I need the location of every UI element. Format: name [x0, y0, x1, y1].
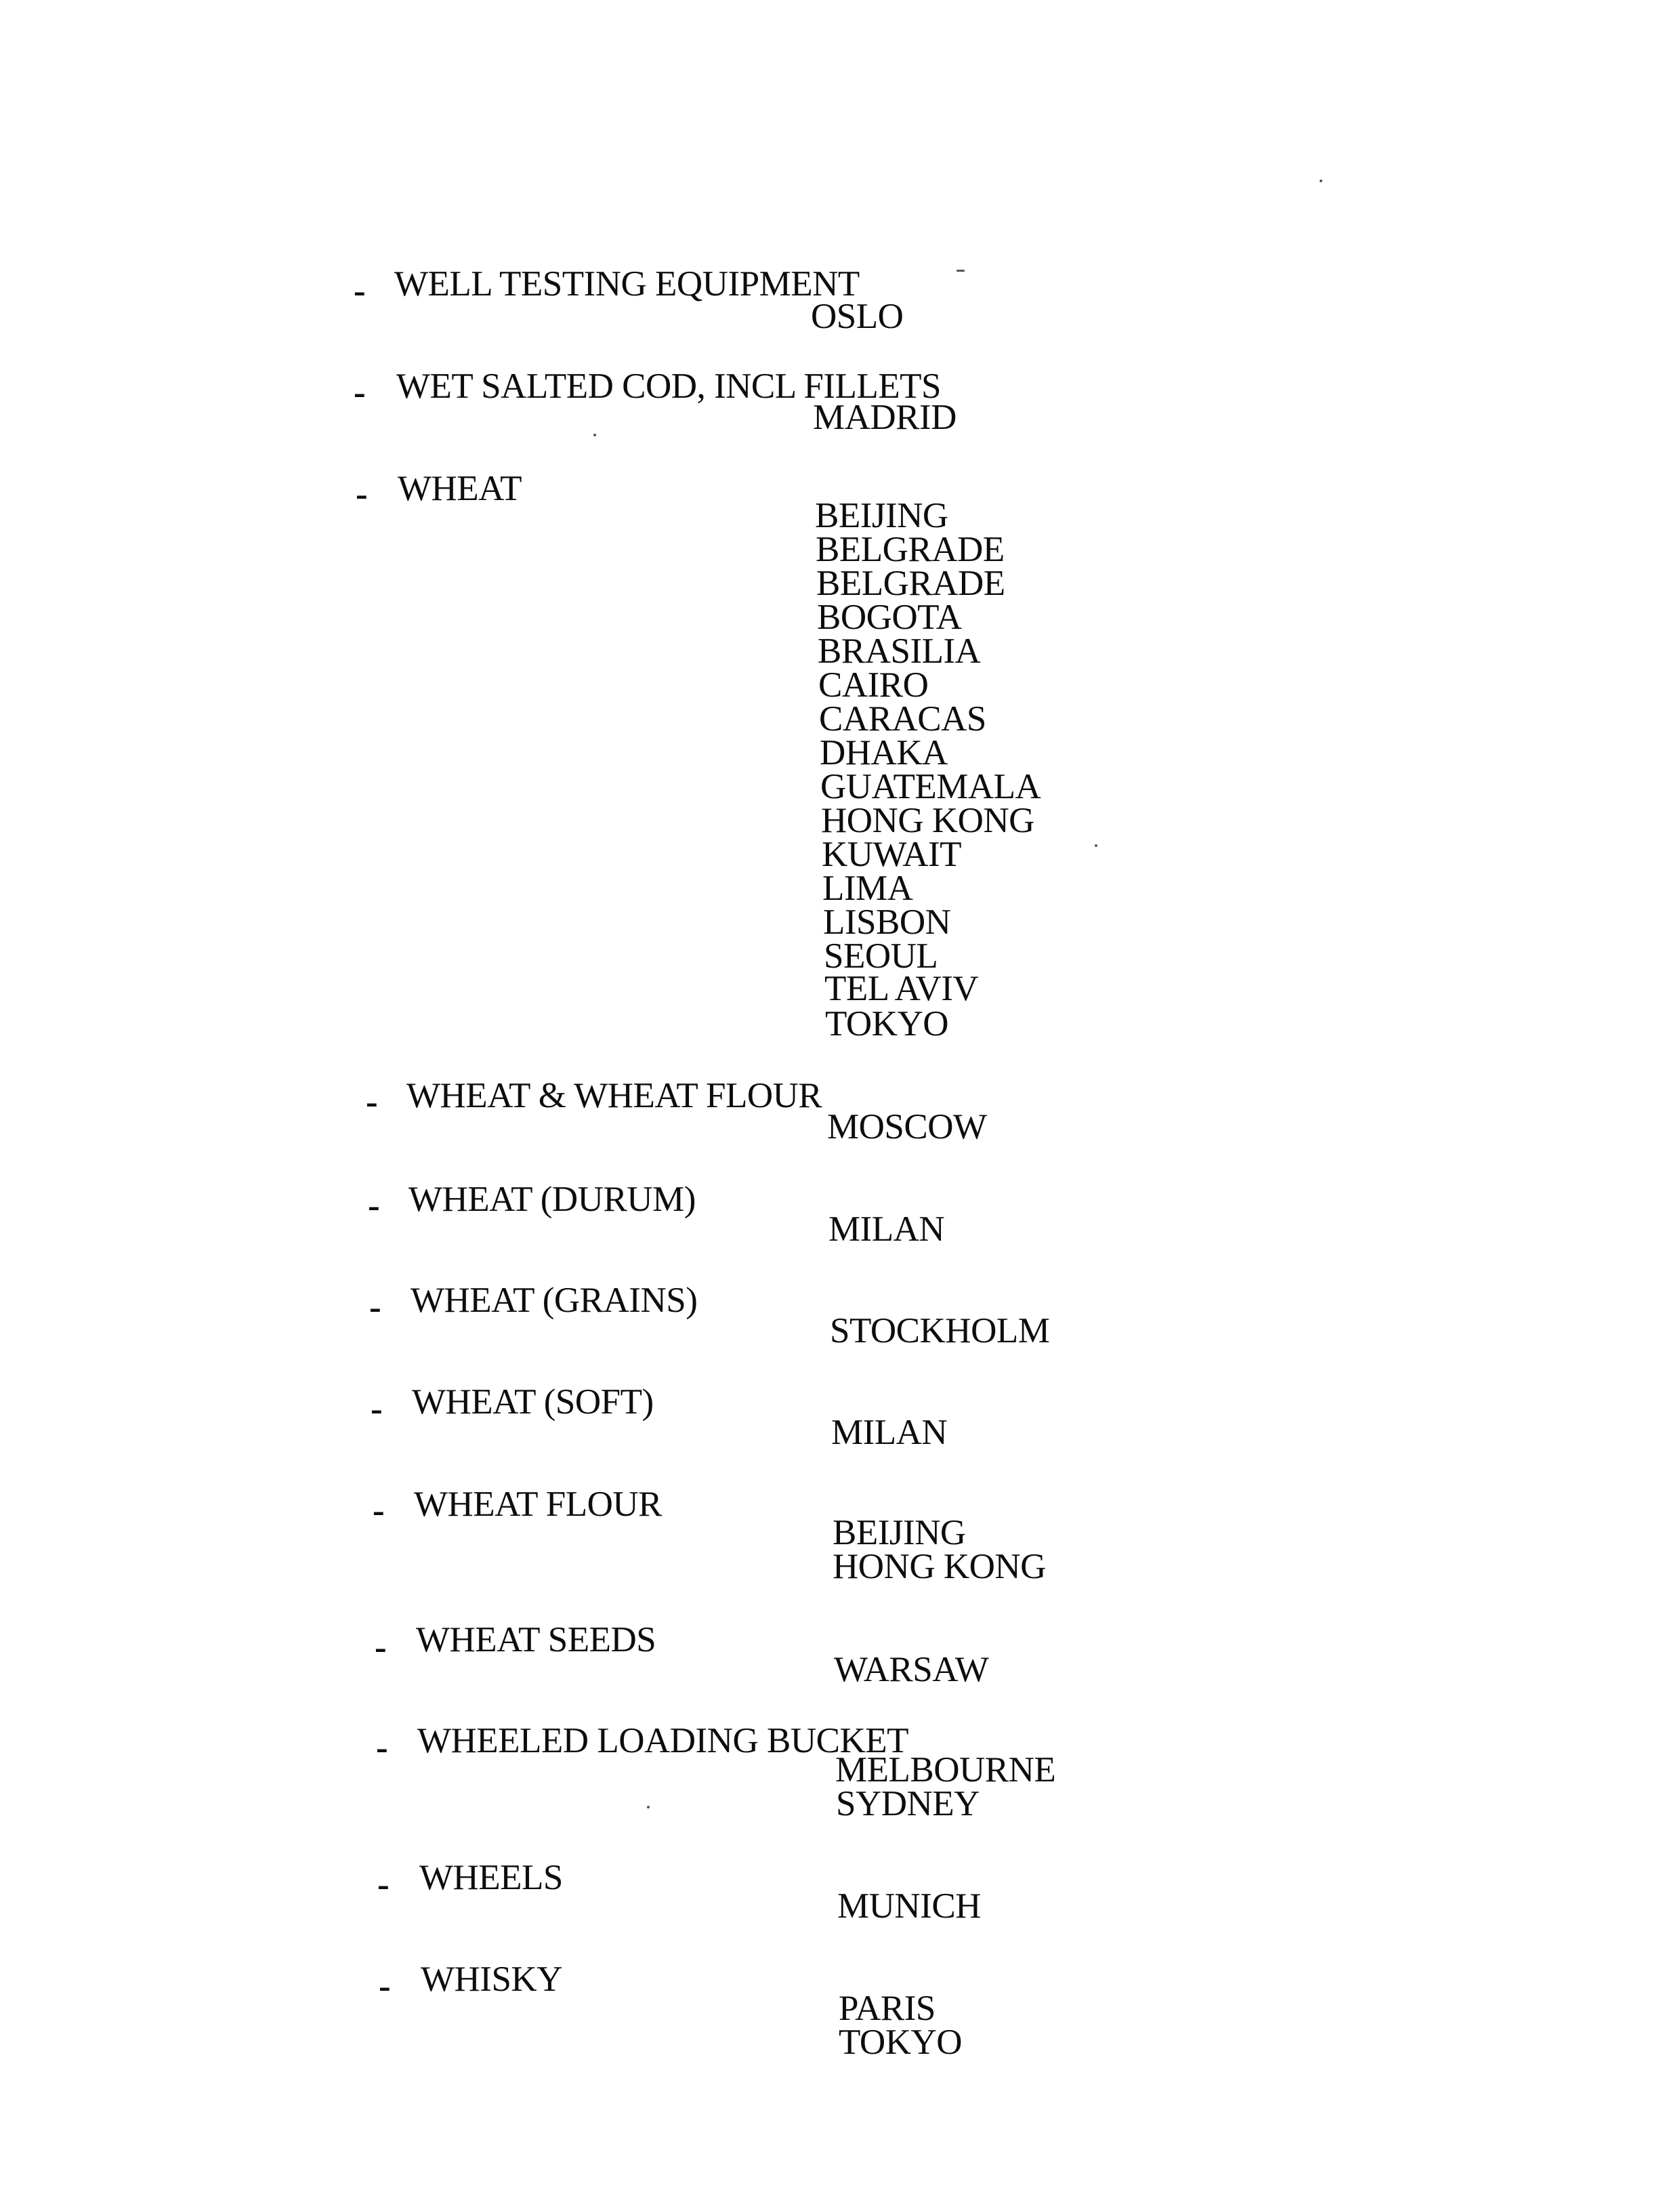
scan-speck — [957, 270, 965, 272]
city-name: LIMA — [822, 869, 913, 908]
entry-bullet: - — [371, 1389, 383, 1428]
product-name: WHEAT & WHEAT FLOUR — [406, 1076, 822, 1115]
city-name: MADRID — [813, 398, 957, 437]
entry-bullet: - — [368, 1186, 380, 1225]
product-name: WHEAT SEEDS — [416, 1620, 656, 1659]
city-name: STOCKHOLM — [830, 1311, 1050, 1350]
city-name: LISBON — [823, 903, 951, 942]
city-name: SEOUL — [824, 936, 938, 976]
entry-bullet: - — [379, 1966, 391, 2006]
city-name: BELGRADE — [816, 564, 1005, 603]
product-name: WHEAT (DURUM) — [408, 1180, 696, 1219]
city-name: TOKYO — [825, 1004, 949, 1043]
entry-bullet: - — [376, 1728, 388, 1767]
city-name: KUWAIT — [822, 835, 961, 874]
city-name: BEIJING — [833, 1513, 966, 1552]
city-name: SYDNEY — [836, 1784, 980, 1823]
city-name: BRASILIA — [818, 632, 981, 671]
entry-bullet: - — [366, 1082, 378, 1121]
product-name: WHEELS — [419, 1858, 563, 1897]
city-name: CAIRO — [818, 665, 929, 705]
product-name: WHEAT — [398, 469, 522, 508]
entry-bullet: - — [356, 474, 368, 514]
city-name: DHAKA — [820, 733, 948, 772]
city-name: BELGRADE — [816, 530, 1005, 569]
scan-speck — [647, 1806, 650, 1808]
entry-bullet: - — [373, 1491, 385, 1530]
entry-bullet: - — [375, 1628, 387, 1667]
city-name: HONG KONG — [821, 801, 1034, 840]
city-name: MOSCOW — [827, 1107, 987, 1146]
entry-bullet: - — [354, 271, 366, 310]
city-name: OSLO — [811, 297, 904, 336]
product-name: WHISKY — [421, 1960, 562, 1999]
city-name: MILAN — [831, 1413, 948, 1452]
city-name: PARIS — [839, 1989, 936, 2028]
city-name: CARACAS — [819, 699, 986, 739]
product-name: WHEAT (SOFT) — [412, 1382, 654, 1422]
scan-speck — [1095, 844, 1097, 847]
city-name: BOGOTA — [817, 598, 962, 637]
product-name: WET SALTED COD, INCL FILLETS — [396, 367, 942, 406]
product-name: WHEAT (GRAINS) — [411, 1281, 698, 1320]
product-name: WELL TESTING EQUIPMENT — [394, 264, 860, 304]
product-name: WHEELED LOADING BUCKET — [417, 1721, 908, 1760]
scan-speck — [593, 434, 596, 436]
city-name: MUNICH — [837, 1886, 981, 1926]
city-name: MELBOURNE — [835, 1750, 1056, 1790]
entry-bullet: - — [369, 1287, 381, 1327]
city-name: MILAN — [828, 1209, 945, 1249]
entry-bullet: - — [377, 1865, 390, 1904]
city-name: GUATEMALA — [820, 767, 1041, 806]
scan-speck — [1320, 180, 1322, 182]
city-name: HONG KONG — [833, 1547, 1046, 1586]
city-name: TEL AVIV — [824, 969, 979, 1008]
entry-bullet: - — [354, 373, 366, 412]
product-name: WHEAT FLOUR — [414, 1485, 662, 1524]
city-name: BEIJING — [815, 496, 948, 535]
city-name: TOKYO — [839, 2023, 963, 2062]
city-name: WARSAW — [834, 1650, 989, 1689]
